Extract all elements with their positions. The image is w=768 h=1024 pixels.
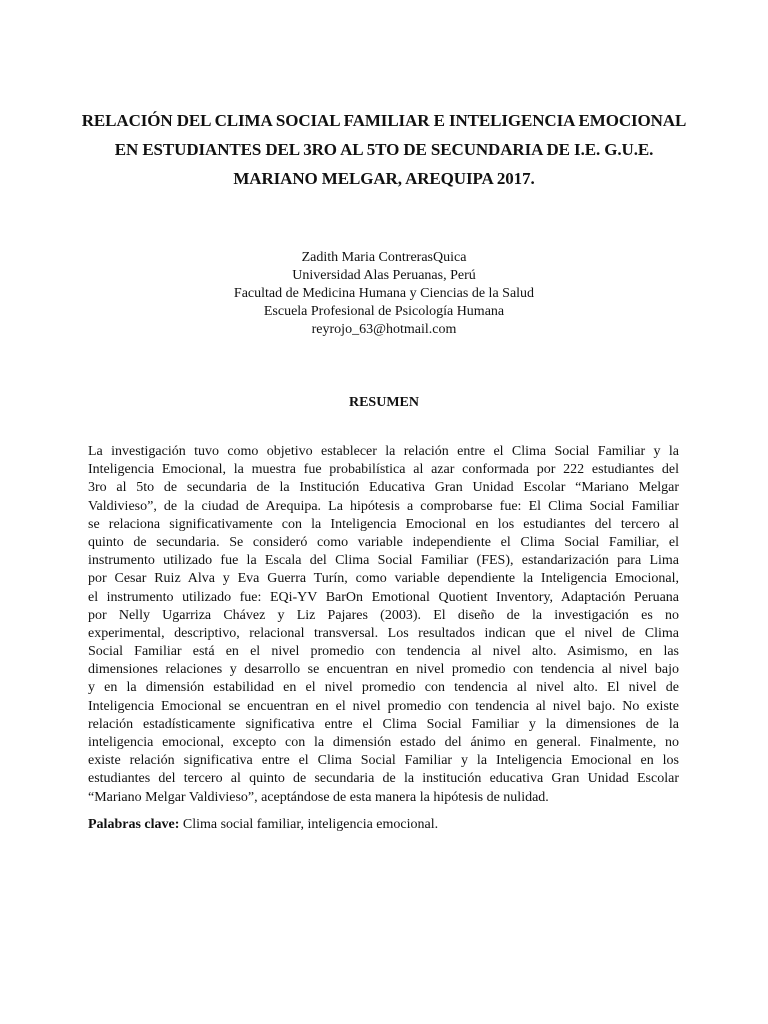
keywords <box>88 816 679 834</box>
abstract-line: 3ro al 5to de secundaria de la Institución Educativa Gran Unidad Escolar “Mariano Melgar <box>88 480 679 496</box>
author-name: Zadith Maria ContrerasQuica <box>301 250 467 265</box>
abstract-line: “Mariano Melgar Valdivieso”, aceptándose de esta manera la hipótesis de nulidad. <box>88 789 549 805</box>
abstract-line: experimental, descriptivo, relacional transversal. Los resultados indican que el nivel de Clima <box>88 625 679 641</box>
title-line-2: EN ESTUDIANTES DEL 3RO AL 5TO DE SECUNDARIA DE I.E. G.U.E. <box>114 140 654 159</box>
abstract-line: relación estadísticamente significativa entre el Clima Social Familiar y la dimensiones de la <box>88 716 679 732</box>
abstract-line: estudiantes del tercero al quinto de secundaria de la institución educativa Gran Unidad Escolar <box>88 771 679 787</box>
keywords-text: Clima social familiar, inteligencia emocional. <box>182 817 439 832</box>
abstract-line: se relaciona significativamente con la Inteligencia Emocional en los estudiantes del tercero al <box>88 516 679 532</box>
author-block <box>40 249 728 339</box>
abstract-line: quinto de secundaria. Se consideró como variable independiente el Clima Social Familiar, el <box>88 534 679 550</box>
abstract-line: existe relación significativa entre el Clima Social Familiar y la Inteligencia Emocional en los <box>88 753 679 769</box>
abstract-line: por Nelly Ugarriza Chávez y Liz Pajares (2003). El diseño de la investigación es no <box>88 607 679 623</box>
abstract-line: Social Familiar está en el nivel promedio con tendencia al nivel alto. Asimismo, en las <box>88 644 679 660</box>
abstract-line: inteligencia emocional, excepto con la dimensión estado del ánimo en general. Finalmente, no <box>88 735 679 750</box>
abstract-line: y en la dimensión estabilidad en el nivel promedio con tendencia al nivel alto. El nivel de <box>88 680 679 696</box>
title-line-3: MARIANO MELGAR, AREQUIPA 2017. <box>233 169 535 188</box>
abstract-line: el instrumento utilizado fue: EQi-YV BarOn Emotional Quotient Inventory, Adaptación Peruana <box>88 589 679 605</box>
title-line-1: RELACIÓN DEL CLIMA SOCIAL FAMILIAR E INTELIGENCIA EMOCIONAL <box>81 111 687 130</box>
abstract-line: Valdivieso”, de la ciudad de Arequipa. La hipótesis a comprobarse fue: El Clima Social Familiar <box>88 498 679 514</box>
abstract-line: por Cesar Ruiz Alva y Eva Guerra Turín, como variable dependiente la Inteligencia Emocional, <box>88 571 679 587</box>
abstract-heading: RESUMEN <box>348 395 419 410</box>
paper-title <box>40 106 728 193</box>
author-email: reyrojo_63@hotmail.com <box>311 322 457 337</box>
author-faculty: Facultad de Medicina Humana y Ciencias de la Salud <box>233 286 535 301</box>
abstract-line: dimensiones relaciones y desarrollo se encuentran en nivel promedio con tendencia al nivel bajo <box>88 662 679 678</box>
abstract-body <box>88 443 679 807</box>
abstract-line: Inteligencia Emocional, la muestra fue probabilística al azar conformada por 222 estudiantes del <box>88 462 679 478</box>
abstract-line: La investigación tuvo como objetivo establecer la relación entre el Clima Social Familiar y la <box>88 444 679 459</box>
keywords-label: Palabras clave: <box>88 817 180 832</box>
author-university: Universidad Alas Peruanas, Perú <box>292 268 476 283</box>
abstract-line: instrumento utilizado fue la Escala del Clima Social Familiar (FES), estandarización para Lima <box>88 553 679 569</box>
author-school: Escuela Profesional de Psicología Humana <box>263 304 505 319</box>
abstract-line: Inteligencia Emocional se encuentran en el nivel promedio con tendencia al nivel bajo. No existe <box>88 698 679 714</box>
